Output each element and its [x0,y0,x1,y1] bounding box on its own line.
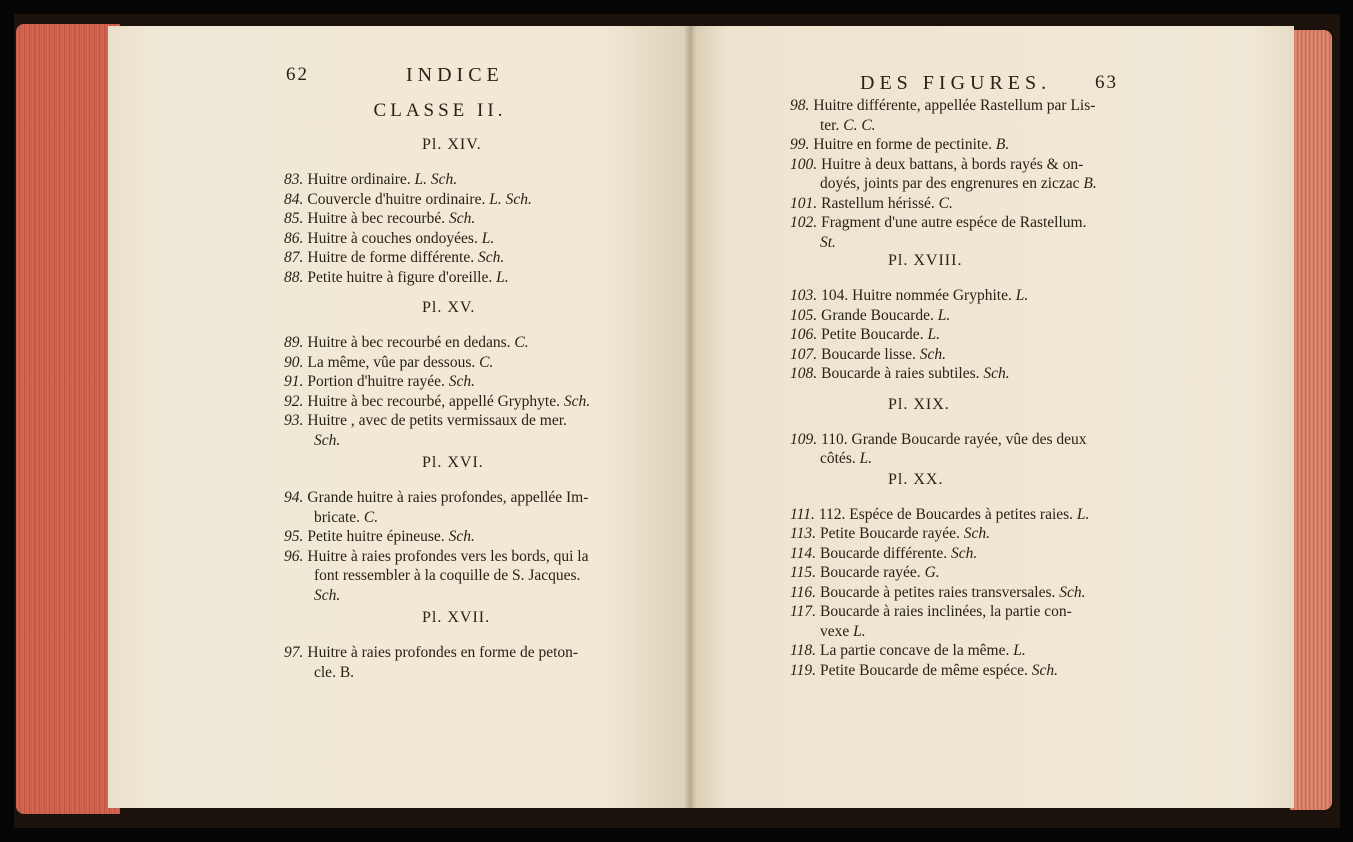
index-entry [790,96,1095,115]
plate-heading: Pl. XX. [888,470,944,488]
plate-heading: Pl. XIV. [422,136,482,153]
entry-text: Huitre , avec de petits vermissaux de mer. [307,412,567,429]
entry-number: 90. [284,353,304,371]
entry-text: Boucarde lisse. [821,345,916,363]
entry-number: 102. [790,214,818,231]
entry-source: B. [1079,175,1097,192]
entry-text: Fragment d'une autre espéce de Rastellum. [821,214,1087,231]
entry-source: Sch. [445,210,476,227]
entry-number: 111. [790,505,815,523]
entry-text: Boucarde à petites raies transversales. [819,583,1056,601]
entry-source: C. C. [839,116,876,134]
entry-number: 116. [790,583,816,601]
index-entry [284,170,457,189]
index-entry [790,325,940,344]
entry-text: Boucarde à raies subtiles. [821,365,980,382]
entry-source: C. [510,334,529,351]
entry-text: 112. Espéce de Boucardes à petites raies. [818,505,1074,523]
index-entry [284,268,509,287]
index-entry [790,194,953,213]
index-entry [790,364,1010,383]
plate-heading: Pl. XVIII. [888,252,963,269]
entry-source: L. [492,268,509,286]
entry-source: L. Sch. [410,171,458,188]
index-entry [284,190,532,209]
entry-text: Petite Boucarde. [821,326,924,343]
entry-text: Huitre à raies profondes en forme de peton- [307,644,579,661]
entry-number: 89. [284,334,304,351]
entry-number: 97. [284,644,304,661]
index-entry [790,155,1083,174]
entry-number: 93. [284,412,304,429]
index-entry [284,411,567,430]
index-entry [790,135,1009,154]
index-entry [314,663,354,682]
entry-source: Sch. [915,345,946,363]
entry-source: Sch. [444,373,476,390]
entry-text: Huitre à deux battans, à bords rayés & on- [821,155,1084,173]
index-entry [314,431,340,450]
entry-text: Boucarde différente. [819,544,948,562]
entry-text: Huitre à bec recourbé. [307,210,446,227]
entry-number: 86. [284,229,304,247]
entry-text: doyés, joints par des engrenures en ziczac [820,175,1080,192]
entry-number: 119. [790,661,816,679]
index-entry [790,213,1086,232]
entry-text: 110. Grande Boucarde rayée, vûe des deux [821,430,1087,448]
left-fore-edge [16,24,120,814]
index-entry [790,430,1087,449]
index-entry [790,583,1086,602]
entry-source: G. [920,564,940,581]
entry-text: Huitre à couches ondoyées. [307,229,478,247]
entry-text: Rastellum hérissé. [821,194,935,212]
entry-number: 108. [790,365,818,382]
index-entry [790,345,946,364]
entry-source: Sch. [560,392,591,410]
index-entry [790,306,950,325]
index-entry [284,488,588,507]
entry-number: 84. [284,190,304,208]
entry-number: 96. [284,547,304,565]
class-title: CLASSE II. [373,100,507,121]
index-entry [284,353,493,372]
entry-number: 95. [284,528,304,545]
entry-number: 117. [790,603,816,620]
entry-text: Huitre à raies profondes vers les bords, qui la [307,547,589,565]
entry-source: Sch. [1055,583,1086,601]
entry-text: Boucarde rayée. [819,564,921,581]
entry-text: vexe [820,622,850,640]
right-fore-edge [1290,30,1332,810]
entry-text: bricate. [314,508,361,526]
entry-number: 118. [790,642,816,659]
entry-source: L. [1009,642,1026,659]
index-entry [284,209,475,228]
index-entry [314,566,580,585]
index-entry [790,563,940,582]
entry-source: Sch. [314,586,341,604]
page-number-left: 62 [286,64,309,85]
index-entry [790,602,1072,621]
index-entry [820,449,872,468]
index-entry [284,333,529,352]
entry-source: L. [1011,287,1029,304]
entry-text: Huitre à bec recourbé en dedans. [307,334,511,351]
entry-text: Couvercle d'huitre ordinaire. [307,190,486,208]
entry-text: Huitre de forme différente. [307,249,475,266]
entry-source: L. [477,229,495,247]
index-entry [820,622,866,641]
entry-number: 85. [284,210,304,227]
plate-heading: Pl. XVI. [422,454,484,471]
index-entry [284,248,504,267]
entry-text: cle. B. [314,663,355,681]
page-number-right: 63 [1095,72,1118,93]
entry-number: 114. [790,544,816,562]
index-entry [284,643,578,662]
entry-number: 91. [284,373,304,390]
entry-number: 113. [790,525,816,542]
entry-text: Boucarde à raies inclinées, la partie con- [819,603,1072,620]
entry-number: 115. [790,564,816,581]
plate-heading: Pl. XIX. [888,395,950,413]
entry-number: 99. [790,136,810,153]
index-entry [820,116,876,135]
entry-number: 83. [284,171,304,188]
index-entry [790,524,990,543]
entry-source: L. [1073,505,1090,523]
entry-number: 109. [790,430,818,448]
entry-text: Grande huitre à raies profondes, appellée Im- [307,489,589,506]
entry-source: Sch. [1027,661,1058,679]
entry-number: 94. [284,489,304,506]
index-entry [790,286,1028,305]
index-entry [284,372,475,391]
index-entry [284,392,590,411]
entry-text: La même, vûe par dessous. [307,353,476,371]
entry-number: 87. [284,249,304,266]
entry-number: 105. [790,306,818,324]
entry-source: C. [475,353,494,371]
entry-source: L. [923,326,940,343]
entry-source: C. [934,194,953,212]
entry-text: Portion d'huitre rayée. [307,373,445,390]
entry-source: L. [855,450,873,467]
entry-source: B. [991,136,1010,153]
entry-number: 88. [284,268,304,286]
running-head-right: DES FIGURES. [860,72,1052,94]
entry-source: Sch. [444,528,475,545]
entry-text: Huitre ordinaire. [307,171,411,188]
entry-text: Huitre en forme de pectinite. [813,136,992,153]
index-entry [790,641,1026,660]
index-entry [790,661,1058,680]
index-entry [284,229,494,248]
index-entry [820,233,836,252]
index-entry [314,586,340,605]
entry-number: 107. [790,345,818,363]
entry-number: 100. [790,155,818,173]
entry-source: Sch. [474,249,505,266]
entry-text: Petite huitre à figure d'oreille. [307,268,493,286]
index-entry [790,505,1089,524]
entry-source: L. [933,306,951,324]
entry-text: Petite huitre épineuse. [307,528,445,545]
entry-number: 101. [790,194,818,212]
entry-source: St. [820,233,836,251]
entry-number: 98. [790,97,810,114]
entry-number: 92. [284,392,304,410]
index-entry [284,527,475,546]
entry-text: Petite Boucarde rayée. [819,525,960,542]
entry-source: Sch. [314,431,341,449]
entry-text: La partie concave de la même. [819,642,1010,659]
entry-source: L. [849,622,866,640]
entry-number: 103. [790,287,818,304]
index-entry [314,508,378,527]
entry-source: L. Sch. [485,190,532,208]
running-head-left: INDICE [406,64,504,86]
entry-text: Huitre à bec recourbé, appellé Gryphyte. [307,392,560,410]
entry-source: Sch. [947,544,978,562]
entry-source: C. [360,508,379,526]
entry-source: Sch. [979,365,1010,382]
book-gutter [684,26,696,808]
entry-source: Sch. [959,525,990,542]
entry-text: Grande Boucarde. [821,306,934,324]
index-entry [284,547,588,566]
plate-heading: Pl. XV. [422,299,476,316]
entry-text: Petite Boucarde de même espéce. [819,661,1028,679]
index-entry [790,544,977,563]
entry-text: 104. Huitre nommée Gryphite. [821,287,1012,304]
entry-text: Huitre différente, appellée Rastellum par Lis- [813,97,1096,114]
index-entry [820,174,1097,193]
plate-heading: Pl. XVII. [422,609,491,626]
entry-text: ter. [820,116,840,134]
entry-text: côtés. [820,450,856,467]
entry-number: 106. [790,326,818,343]
entry-text: font ressembler à la coquille de S. Jacques. [314,567,581,584]
